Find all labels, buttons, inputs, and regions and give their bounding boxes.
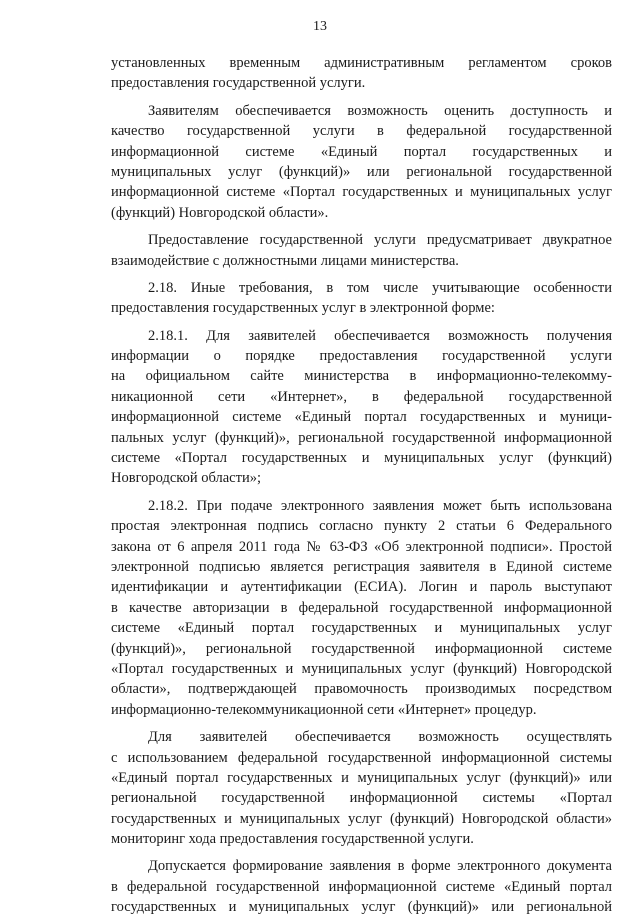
paragraph-spacing bbox=[111, 849, 612, 856]
text-line: (функций) Новгородской области». bbox=[111, 204, 329, 221]
text-line: электронной подписью является регистрация заявителя в Единой системе bbox=[111, 558, 612, 575]
paragraph bbox=[111, 496, 612, 720]
text-line: Допускается формирование заявления в форме электронного документа bbox=[148, 858, 612, 875]
page-number: 13 bbox=[313, 19, 327, 34]
text-line: закона от 6 апреля 2011 года № 63-ФЗ «Об электронной подписи». Простой bbox=[111, 538, 612, 555]
text-line: 2.18.2. При подаче электронного заявления может быть использована bbox=[148, 497, 612, 514]
text-line: государственных и муниципальных услуг (функций)» или региональной bbox=[111, 899, 612, 916]
text-line: на официальном сайте министерства в информационно-телекомму- bbox=[111, 368, 612, 385]
text-line: Заявителям обеспечивается возможность оценить доступность и bbox=[148, 102, 612, 119]
text-line: «Портал государственных и муниципальных услуг (функций) Новгородской bbox=[111, 660, 612, 677]
text-line: области», подтверждающей правомочность производимых посредством bbox=[111, 681, 612, 698]
text-line: информационной системе «Единый портал государственных и bbox=[111, 143, 612, 160]
text-line: 2.18.1. Для заявителей обеспечивается возможность получения bbox=[148, 327, 612, 344]
text-line: информационной системе «Портал государственных и муниципальных услуг bbox=[111, 184, 612, 201]
text-line: с использованием федеральной государственной информационной системы bbox=[111, 749, 612, 766]
text-line: взаимодействие с должностными лицами министерства. bbox=[111, 252, 459, 269]
paragraph-spacing bbox=[111, 223, 612, 230]
text-line: никационной сети «Интернет», в федеральной государственной bbox=[111, 388, 612, 405]
text-line: простая электронная подпись согласно пункту 2 статьи 6 Федерального bbox=[111, 518, 612, 535]
paragraph bbox=[111, 278, 612, 319]
text-line: информационно-телекоммуникационной сети «Интернет» процедур. bbox=[111, 701, 537, 718]
text-line: пальных услуг (функций)», региональной государственной информационной bbox=[111, 429, 612, 446]
text-line: системе «Единый портал государственных и муниципальных услуг bbox=[111, 620, 612, 637]
text-line: предоставления государственных услуг в электронной форме: bbox=[111, 300, 495, 317]
text-line: системе «Портал государственных и муниципальных услуг (функций) bbox=[111, 450, 612, 467]
paragraph bbox=[111, 326, 612, 489]
text-line: идентификации и аутентификации (ЕСИА). Логин и пароль выступают bbox=[111, 579, 612, 596]
text-line: Предоставление государственной услуги предусматривает двукратное bbox=[148, 232, 612, 249]
text-line: в федеральной государственной информационной системе «Единый портал bbox=[111, 878, 612, 895]
paragraph bbox=[111, 727, 612, 849]
text-line: государственных и муниципальных услуг (функций) Новгородской области» bbox=[111, 810, 612, 827]
text-line: предоставления государственной услуги. bbox=[111, 75, 366, 92]
paragraph bbox=[111, 101, 612, 223]
text-line: (функций)», региональной государственной информационной системе bbox=[111, 640, 612, 657]
paragraph bbox=[111, 856, 612, 917]
text-line: в качестве авторизации в федеральной государственной информационной bbox=[111, 599, 612, 616]
text-line: информационной системе «Единый портал государственных и муници- bbox=[111, 409, 612, 426]
text-line: Для заявителей обеспечивается возможность осуществлять bbox=[148, 729, 612, 746]
paragraph bbox=[111, 53, 612, 94]
text-line: муниципальных услуг (функций)» или региональной государственной bbox=[111, 163, 612, 180]
text-line: Новгородской области»; bbox=[111, 470, 261, 487]
text-line: установленных временным административным регламентом сроков bbox=[111, 55, 612, 71]
paragraph-spacing bbox=[111, 94, 612, 101]
text-line: региональной государственной информационной системы «Портал bbox=[111, 790, 612, 807]
paragraph-spacing bbox=[111, 271, 612, 278]
paragraph-spacing bbox=[111, 319, 612, 326]
text-line: информации о порядке предоставления государственной услуги bbox=[111, 348, 612, 365]
paragraph-spacing bbox=[111, 720, 612, 727]
text-line: «Единый портал государственных и муниципальных услуг (функций)» или bbox=[111, 769, 612, 786]
text-line: мониторинг хода предоставления государственной услуги. bbox=[111, 831, 474, 848]
text-line: 2.18. Иные требования, в том числе учитывающие особенности bbox=[148, 279, 612, 296]
document-body bbox=[111, 53, 612, 918]
paragraph-spacing bbox=[111, 489, 612, 496]
text-line: качество государственной услуги в федеральной государственной bbox=[111, 123, 612, 140]
paragraph bbox=[111, 230, 612, 271]
